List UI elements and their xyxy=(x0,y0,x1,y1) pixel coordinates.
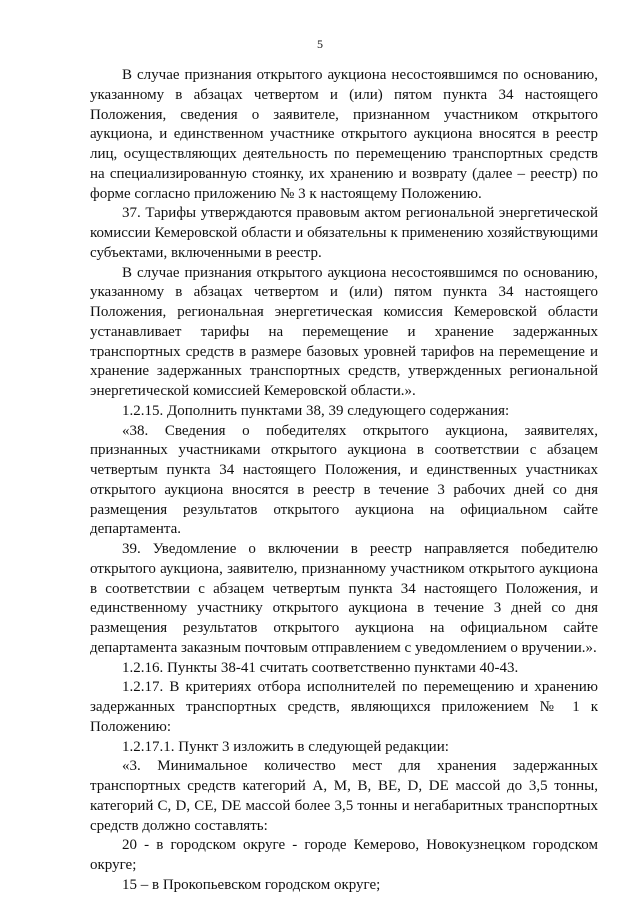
document-body xyxy=(90,66,598,896)
paragraph-amendment-1-2-17: 1.2.17. В критериях отбора исполнителей по перемещению и хранению задержанных транспортных средств, являющихся приложением № 1 к Положению: xyxy=(90,679,598,735)
paragraph-auction-failed-tariffs: В случае признания открытого аукциона несостоявшимся по основанию, указанному в абзацах четвертом и (или) пятом пункта 34 настоящего Положения, региональная энергетическая комиссия Кемеровской области устанавливает тарифы на перемещение и хранение задержанных транспортных средств в размере базовых уровней тарифов на перемещение и хранение задержанных транспортных средств, утвержденных региональной энергетической комиссией Кемеровской области.». xyxy=(90,264,598,399)
paragraph-kemerovo-novokuznetsk: 20 - в городском округе - городе Кемерово, Новокузнецком городском округе; xyxy=(90,837,598,873)
paragraph-item-3-min-places: «3. Минимальное количество мест для хранения задержанных транспортных средств категорий A, M, B, BE, D, DE массой до 3,5 тонны, категорий C, D, CE, DE массой более 3,5 тонны и негабаритных транспортных средств должно составлять: xyxy=(90,758,598,834)
paragraph-item-37-tariffs: 37. Тарифы утверждаются правовым актом региональной энергетической комиссии Кемеровской области и обязательны к применению хозяйствующими субъектами, включенными в реестр. xyxy=(90,205,598,261)
paragraph-item-39: 39. Уведомление о включении в реестр направляется победителю открытого аукциона, заявителю, признанному участником открытого аукциона в соответствии с абзацем четвертым пункта 34 настоящего Положения, и единственному участнику открытого аукциона в течение 3 дней со дня размещения результатов открытого аукциона на официальном сайте департамента заказным почтовым отправлением с уведомлением о вручении.». xyxy=(90,541,598,656)
paragraph-amendment-1-2-17-1: 1.2.17.1. Пункт 3 изложить в следующей редакции: xyxy=(122,738,449,755)
paragraph-item-38: «38. Сведения о победителях открытого аукциона, заявителях, признанных участниками открытого аукциона в соответствии с абзацем четвертым пункта 34 настоящего Положения, и единственных участниках открытого аукциона вносятся в реестр в течение 3 рабочих дней со дня размещения результатов открытого аукциона на официальном сайте департамента. xyxy=(90,422,598,538)
paragraph-prokopyevsk: 15 – в Прокопьевском городском округе; xyxy=(122,876,381,893)
paragraph-auction-failed-registry: В случае признания открытого аукциона несостоявшимся по основанию, указанному в абзацах четвертом и (или) пятом пункта 34 настоящего Положения, сведения о заявителе, признанном участником открытого аукциона, и единственном участнике открытого аукциона вносятся в реестр лиц, осуществляющих деятельность по перемещению транспортных средств на специализированную стоянку, их хранению и возврату (далее – реестр) по форме согласно приложению № 3 к настоящему Положению. xyxy=(90,67,598,202)
paragraph-amendment-1-2-15: 1.2.15. Дополнить пунктами 38, 39 следующего содержания: xyxy=(122,402,510,419)
page-number: 5 xyxy=(317,37,323,51)
paragraph-amendment-1-2-16: 1.2.16. Пункты 38-41 считать соответственно пунктами 40-43. xyxy=(122,659,519,676)
